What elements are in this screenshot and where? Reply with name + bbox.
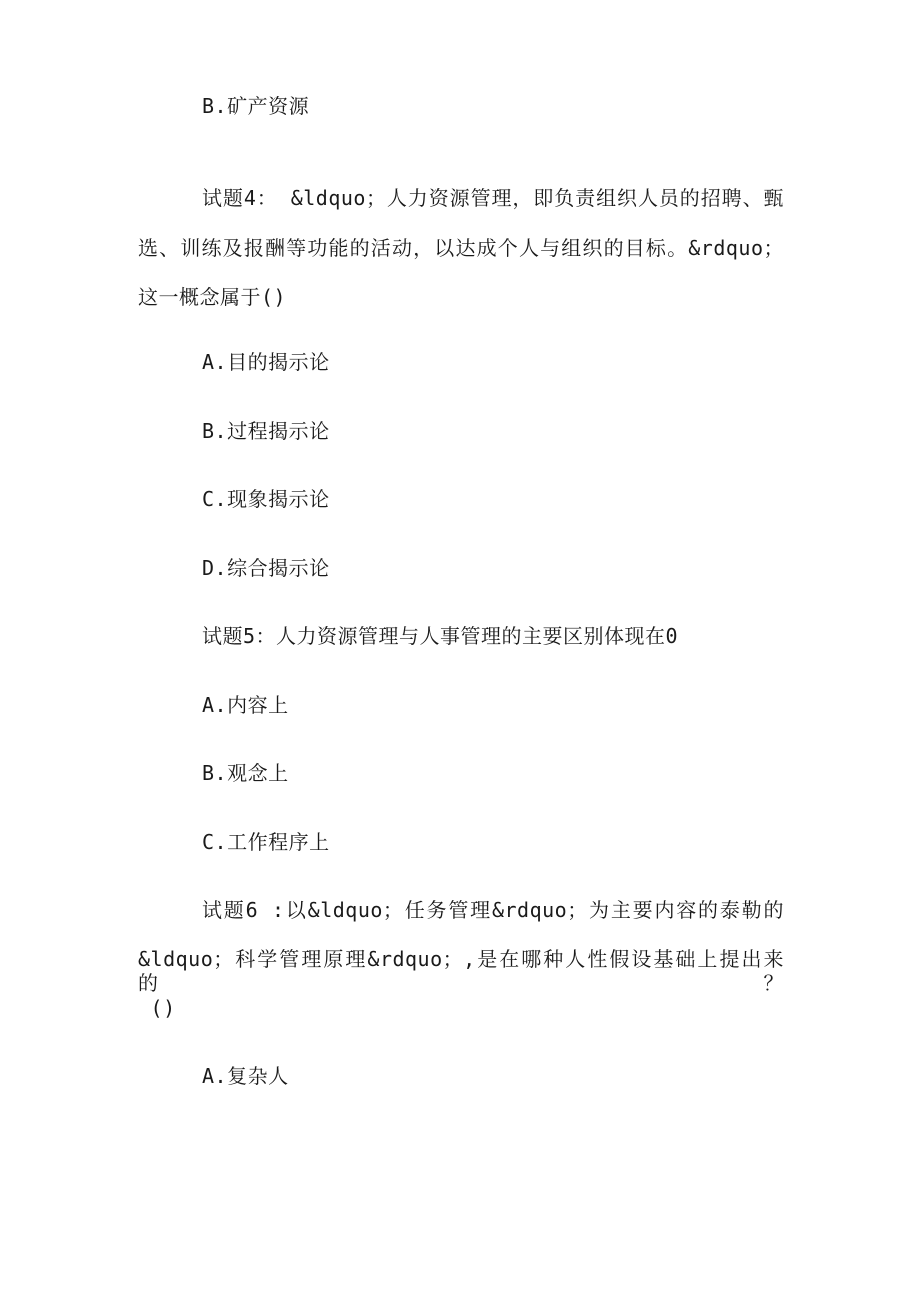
question-6-line-1: 试题6 :以&ldquo；任务管理&rdquo；为主要内容的泰勒的	[202, 898, 784, 922]
question-5-option-c: C.工作程序上	[202, 830, 330, 854]
question-4-option-b: B.过程揭示论	[202, 419, 330, 443]
question-5: 试题5：人力资源管理与人事管理的主要区别体现在0	[202, 624, 679, 648]
question-6-line-2: &ldquo；科学管理原理&rdquo；,是在哪种人性假设基础上提出来的？	[138, 947, 784, 995]
question-4-line-3: 这一概念属于()	[138, 285, 287, 309]
question-4-option-c: C.现象揭示论	[202, 487, 330, 511]
question-4-line-1: 试题4： &ldquo；人力资源管理，即负责组织人员的招聘、甄	[202, 186, 784, 210]
question-6-line-3: ()	[138, 996, 176, 1020]
question-6-option-a: A.复杂人	[202, 1064, 289, 1088]
question-4-option-a: A.目的揭示论	[202, 350, 330, 374]
question-4-line-2: 选、训练及报酬等功能的活动，以达成个人与组织的目标。&rdquo；	[138, 236, 784, 260]
question-5-option-b: B.观念上	[202, 761, 289, 785]
option-b-mineral-resources: B.矿产资源	[202, 94, 310, 118]
question-4-option-d: D.综合揭示论	[202, 556, 330, 580]
question-5-option-a: A.内容上	[202, 693, 289, 717]
